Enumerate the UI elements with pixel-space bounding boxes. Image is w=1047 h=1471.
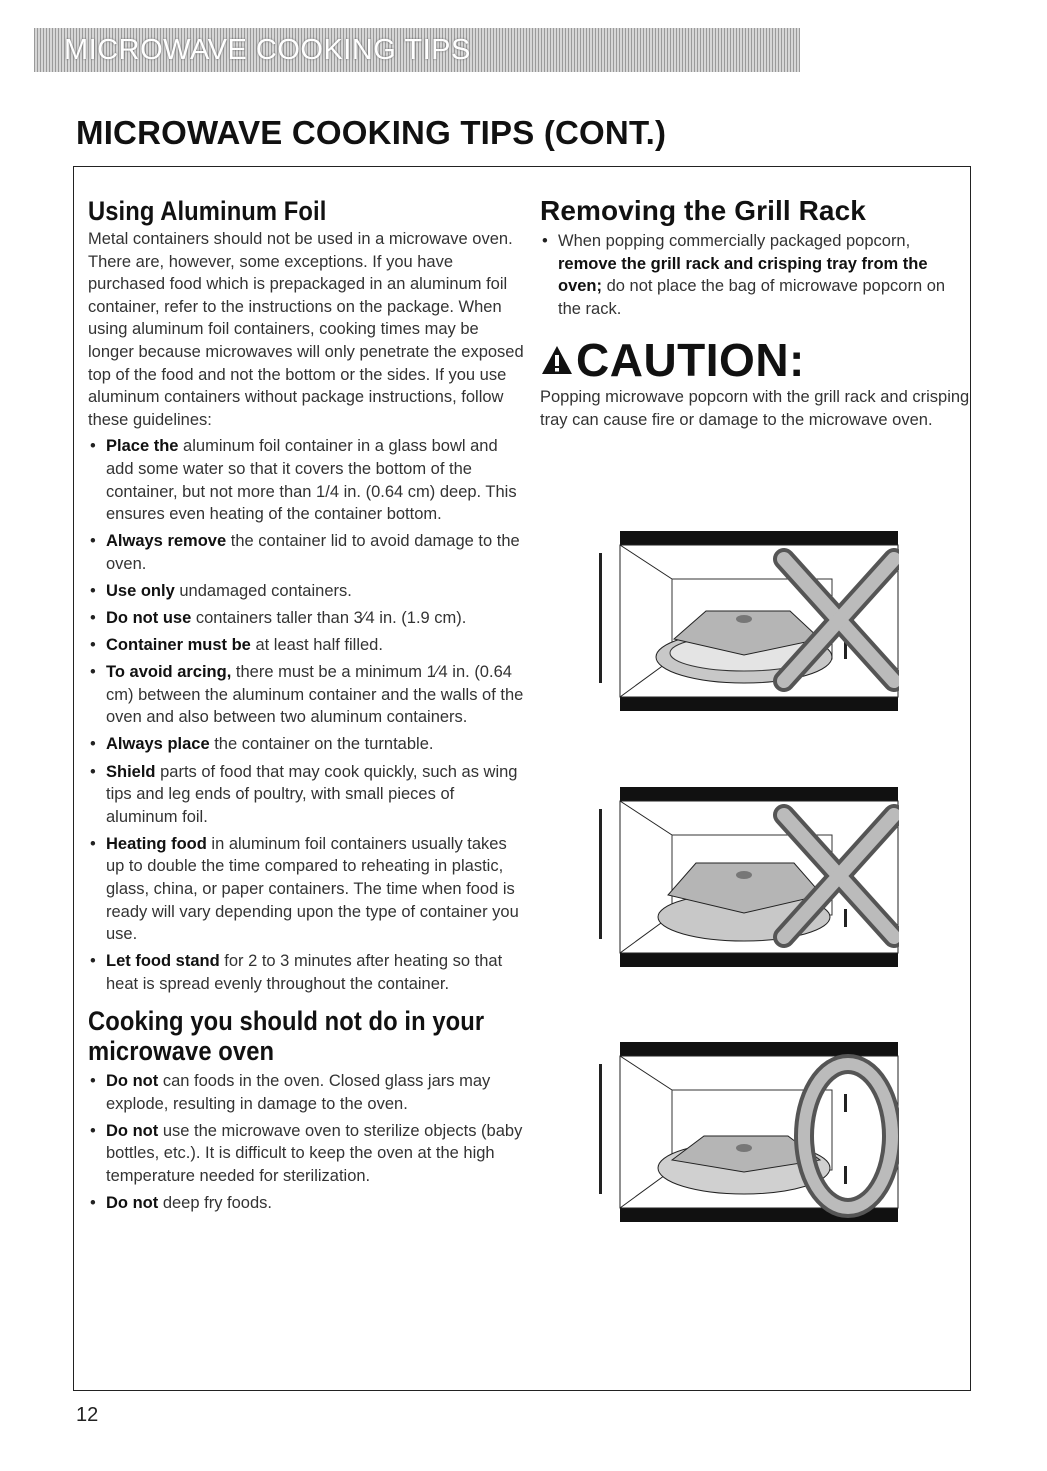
oven-figure-2: [594, 787, 899, 967]
grill-rack-list: [540, 230, 970, 320]
list-item: • Do not use the microwave oven to sterilize objects (baby bottles, etc.). It is difficult to keep the oven at the high temperature needed for sterilization.: [88, 1120, 528, 1188]
list-item: • Always place the container on the turntable.: [88, 733, 528, 756]
banner-text: MICROWAVE COOKING TIPS: [64, 34, 471, 66]
right-column: [540, 196, 970, 432]
caution-row: [540, 334, 970, 387]
oven-figure-3: [594, 1042, 899, 1222]
list-item: • When popping commercially packaged popcorn, remove the grill rack and crisping tray from the oven; do not place the bag of microwave popcorn on the rack.: [540, 230, 970, 320]
list-item: • Do not deep fry foods.: [88, 1192, 528, 1215]
o-mark-icon: [594, 1042, 899, 1222]
page-title: MICROWAVE COOKING TIPS (CONT.): [76, 114, 667, 151]
list-item: • Use only undamaged containers.: [88, 580, 528, 603]
aluminum-foil-heading: Using Aluminum Foil: [88, 196, 327, 226]
list-item: • Place the aluminum foil container in a glass bowl and add some water so that it covers the bottom of the container, but not more than 1/4 in. (0.64 cm) deep. This ensures even heating of the container bottom.: [88, 435, 528, 525]
aluminum-foil-intro: Metal containers should not be used in a microwave oven. There are, however, some exceptions. If you have purchased food which is prepackaged in an aluminum foil container, refer to the instructions on the package. When using aluminum foil containers, cooking times may be longer because microwaves will only penetrate the exposed top of the food and not the bottom or the sides. If you use aluminum containers without package instructions, follow these guidelines:: [88, 230, 524, 429]
x-mark-icon: [594, 531, 899, 711]
grill-rack-heading: Removing the Grill Rack: [540, 195, 866, 226]
caution-label: CAUTION:: [576, 334, 805, 387]
list-item: • To avoid arcing, there must be a minimum 1⁄4 in. (0.64 cm) between the aluminum container and the walls of the oven and also between two aluminum containers.: [88, 661, 528, 729]
do-not-cook-list: [88, 1070, 528, 1215]
section-banner: [34, 28, 800, 72]
page-number: 12: [76, 1404, 99, 1426]
aluminum-foil-guidelines: [88, 435, 528, 995]
list-item: • Do not use containers taller than 3⁄4 in. (1.9 cm).: [88, 607, 528, 630]
do-not-cook-heading: Cooking you should not do in your microwave oven: [88, 1006, 485, 1066]
warning-triangle-icon: [540, 344, 574, 376]
list-item: • Do not can foods in the oven. Closed glass jars may explode, resulting in damage to the oven.: [88, 1070, 528, 1115]
list-item: • Container must be at least half filled.: [88, 634, 528, 657]
x-mark-icon: [594, 787, 899, 967]
left-column: [88, 196, 528, 1219]
list-item: • Heating food in aluminum foil containers usually takes up to double the time compared to reheating in plastic, glass, china, or paper containers. The time when food is ready will vary depending upon the type of container you use.: [88, 833, 528, 946]
list-item: • Always remove the container lid to avoid damage to the oven.: [88, 530, 528, 575]
oven-figure-1: [594, 531, 899, 711]
list-item: • Shield parts of food that may cook quickly, such as wing tips and leg ends of poultry, with small pieces of aluminum foil.: [88, 761, 528, 829]
list-item: • Let food stand for 2 to 3 minutes after heating so that heat is spread evenly throughout the container.: [88, 950, 528, 995]
caution-text: Popping microwave popcorn with the grill rack and crisping tray can cause fire or damage to the microwave oven.: [540, 388, 970, 429]
